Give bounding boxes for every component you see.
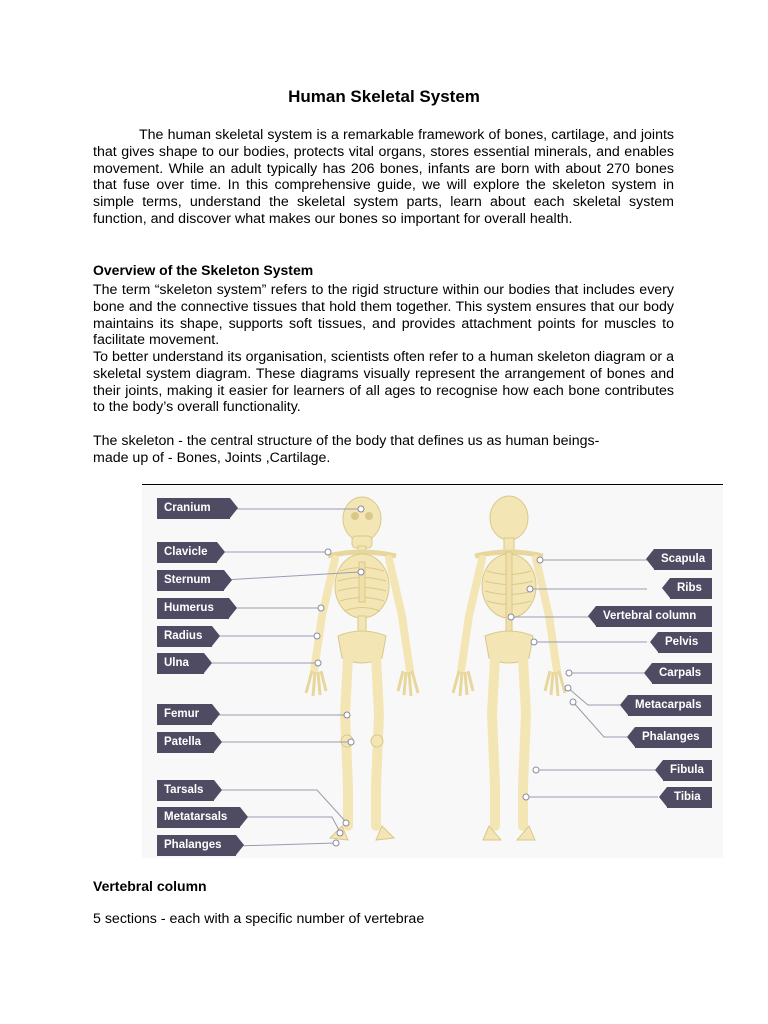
skeleton-line-1: The skeleton - the central structure of the body that defines us as human beings-	[93, 433, 600, 449]
label-scapula: Scapula	[654, 549, 712, 570]
skeleton-illustration	[142, 486, 723, 858]
document-title: Human Skeletal System	[288, 87, 480, 106]
overview-heading: Overview of the Skeleton System	[93, 262, 314, 278]
label-pelvis: Pelvis	[658, 632, 712, 653]
intro-paragraph: The human skeletal system is a remarkable framework of bones, cartilage, and joints that gives shape to our bodies, protects vital organs, stores essential minerals, and enables movement. While an adult typically has 206 bones, infants are born with about 270 bones that fuse over time. In this comprehensive guide, we will explore the skeleton system in simple terms, understand the skeletal system parts, learn about each skeletal system function, and discover what makes our bones so important for overall health.	[93, 127, 674, 227]
label-metatarsals: Metatarsals	[157, 807, 240, 828]
label-carpals: Carpals	[652, 663, 712, 684]
label-vertebral-column: Vertebral column	[596, 606, 712, 627]
label-sternum: Sternum	[157, 570, 224, 591]
label-ribs: Ribs	[670, 578, 712, 599]
label-phalanges-hand: Phalanges	[635, 727, 712, 748]
back-skeleton	[453, 496, 565, 840]
leader-lines	[204, 509, 658, 846]
label-clavicle: Clavicle	[157, 542, 217, 563]
overview-paragraph-1: The term “skeleton system” refers to the rigid structure within our bodies that includes every bone and the connective tissues that hold them together. This system ensures that our body maintains its shape, supports soft tissues, and provides attachment points for muscles to facilitate movement.	[93, 282, 674, 349]
label-radius: Radius	[157, 626, 212, 647]
label-phalanges-foot: Phalanges	[157, 835, 236, 856]
label-fibula: Fibula	[663, 760, 712, 781]
horizontal-rule	[142, 484, 723, 485]
label-tibia: Tibia	[667, 787, 712, 808]
label-patella: Patella	[157, 732, 214, 753]
label-humerus: Humerus	[157, 598, 229, 619]
vertebral-text: 5 sections - each with a specific number of vertebrae	[93, 911, 425, 927]
vertebral-heading: Vertebral column	[93, 878, 207, 894]
skeleton-diagram	[142, 486, 723, 858]
front-skeleton	[306, 497, 418, 840]
label-femur: Femur	[157, 704, 212, 725]
overview-paragraph-2: To better understand its organisation, scientists often refer to a human skeleton diagram or a skeletal system diagram. These diagrams visually represent the arrangement of bones and their joints, making it easier for learners of all ages to recognise how each bone contributes to the body’s overall functionality.	[93, 349, 674, 416]
label-metacarpals: Metacarpals	[628, 695, 712, 716]
label-tarsals: Tarsals	[157, 780, 214, 801]
skeleton-line-2: made up of - Bones, Joints ,Cartilage.	[93, 450, 331, 466]
label-cranium: Cranium	[157, 498, 230, 519]
label-ulna: Ulna	[157, 653, 204, 674]
